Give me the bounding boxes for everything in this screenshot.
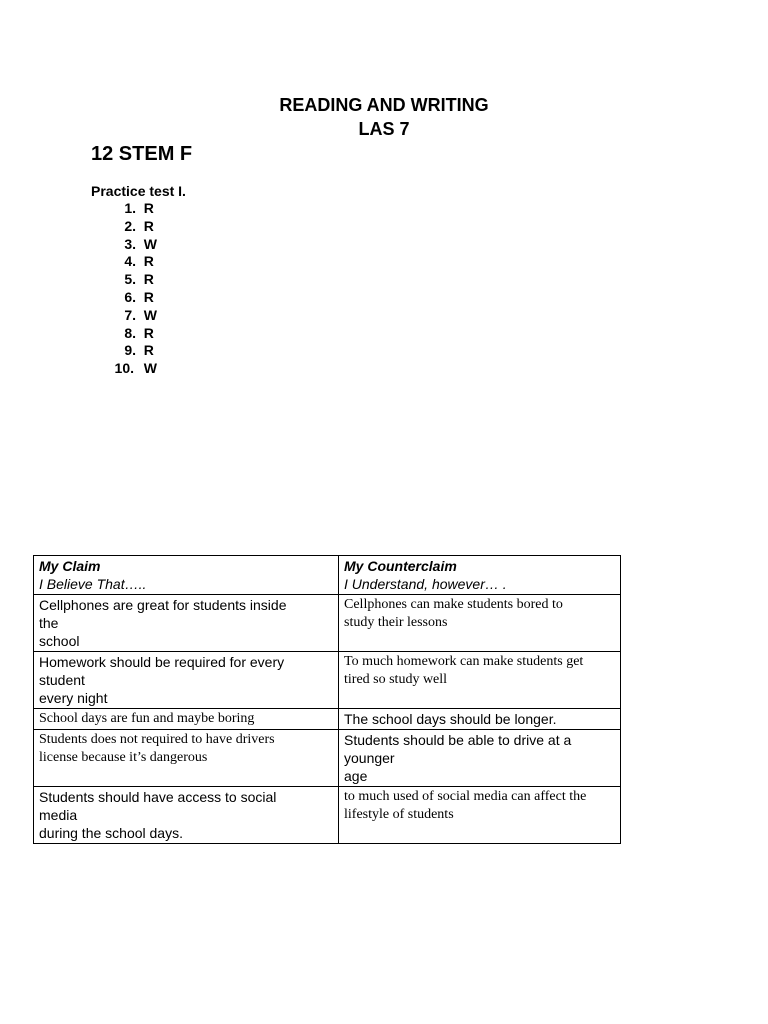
claim-text: Cellphones are great for students inside [39,597,287,613]
counterclaim-cell [339,652,621,709]
table-header-row [34,556,621,595]
counterclaim-header: My Counterclaim [344,558,457,574]
counterclaim-text: Cellphones can make students bored to [344,597,563,612]
answer-value: W [143,306,157,323]
claim-text: school [39,633,80,649]
claim-header-cell [34,556,339,595]
answer-item [108,342,157,360]
counterclaim-cell [339,709,621,730]
answer-number: 5. [124,271,136,288]
answer-value: R [143,288,154,305]
answer-value: W [143,360,157,377]
counterclaim-text: study their lessons [344,615,448,630]
answer-value: R [143,253,154,270]
counterclaim-text: To much homework can make students get [344,654,584,669]
counterclaim-text: age [344,768,368,784]
answer-value: R [143,200,154,216]
counterclaim-text: Students should be able to drive at a [344,732,572,748]
claim-cell [34,709,339,730]
claim-header: My Claim [39,558,101,574]
claim-text: Students does not required to have drivers [39,732,275,747]
claim-text: Students should have access to social [39,789,277,805]
document-subtitle: LAS 7 [358,119,410,139]
answer-item [108,360,157,378]
answer-number: 2. [124,217,136,234]
answer-number: 1. [124,200,136,216]
table-row [34,730,621,787]
answer-number: 6. [124,288,136,305]
class-section: 12 STEM F [91,143,193,165]
claim-text: license because it’s dangerous [39,750,208,765]
table-row [34,709,621,730]
answer-list [108,200,157,378]
counterclaim-text: younger [344,750,395,766]
answer-value: R [143,217,154,234]
answer-number: 9. [124,342,136,359]
table-row [34,595,621,652]
counterclaim-subheader: I Understand, however… . [344,576,507,592]
claim-text: the [39,615,59,631]
answer-number: 3. [124,235,136,252]
answer-number: 10. [114,360,134,377]
answer-value: R [143,271,154,288]
answer-number: 7. [124,306,136,323]
claim-text: student [39,672,85,688]
answer-item [108,200,157,218]
counterclaim-text: tired so study well [344,672,448,687]
answer-item [108,271,157,289]
counterclaim-cell [339,595,621,652]
answer-number: 8. [124,324,136,341]
answer-value: R [143,342,154,359]
answer-value: W [143,235,157,252]
counterclaim-text: lifestyle of students [344,807,454,822]
answer-item [108,325,157,343]
table-row [34,652,621,709]
claim-cell [34,787,339,844]
practice-test-heading: Practice test I. [91,183,186,199]
claim-cell [34,595,339,652]
counterclaim-cell [339,730,621,787]
answer-item [108,236,157,254]
counterclaim-text: The school days should be longer. [344,711,557,727]
claim-text: Homework should be required for every [39,654,285,670]
claim-text: School days are fun and maybe boring [39,711,255,726]
claim-text: media [39,807,78,823]
claim-text: during the school days. [39,825,183,841]
answer-item [108,253,157,271]
answer-item [108,289,157,307]
counterclaim-cell [339,787,621,844]
table-row [34,787,621,844]
answer-item [108,307,157,325]
claim-cell [34,730,339,787]
answer-number: 4. [124,253,136,270]
claim-cell [34,652,339,709]
claim-text: every night [39,690,108,706]
claim-subheader: I Believe That….. [39,576,147,592]
claim-counterclaim-table [33,555,621,844]
counter-header-cell [339,556,621,595]
document-title: READING AND WRITING [279,95,489,115]
answer-value: R [143,324,154,341]
answer-item [108,218,157,236]
counterclaim-text: to much used of social media can affect the [344,789,587,804]
